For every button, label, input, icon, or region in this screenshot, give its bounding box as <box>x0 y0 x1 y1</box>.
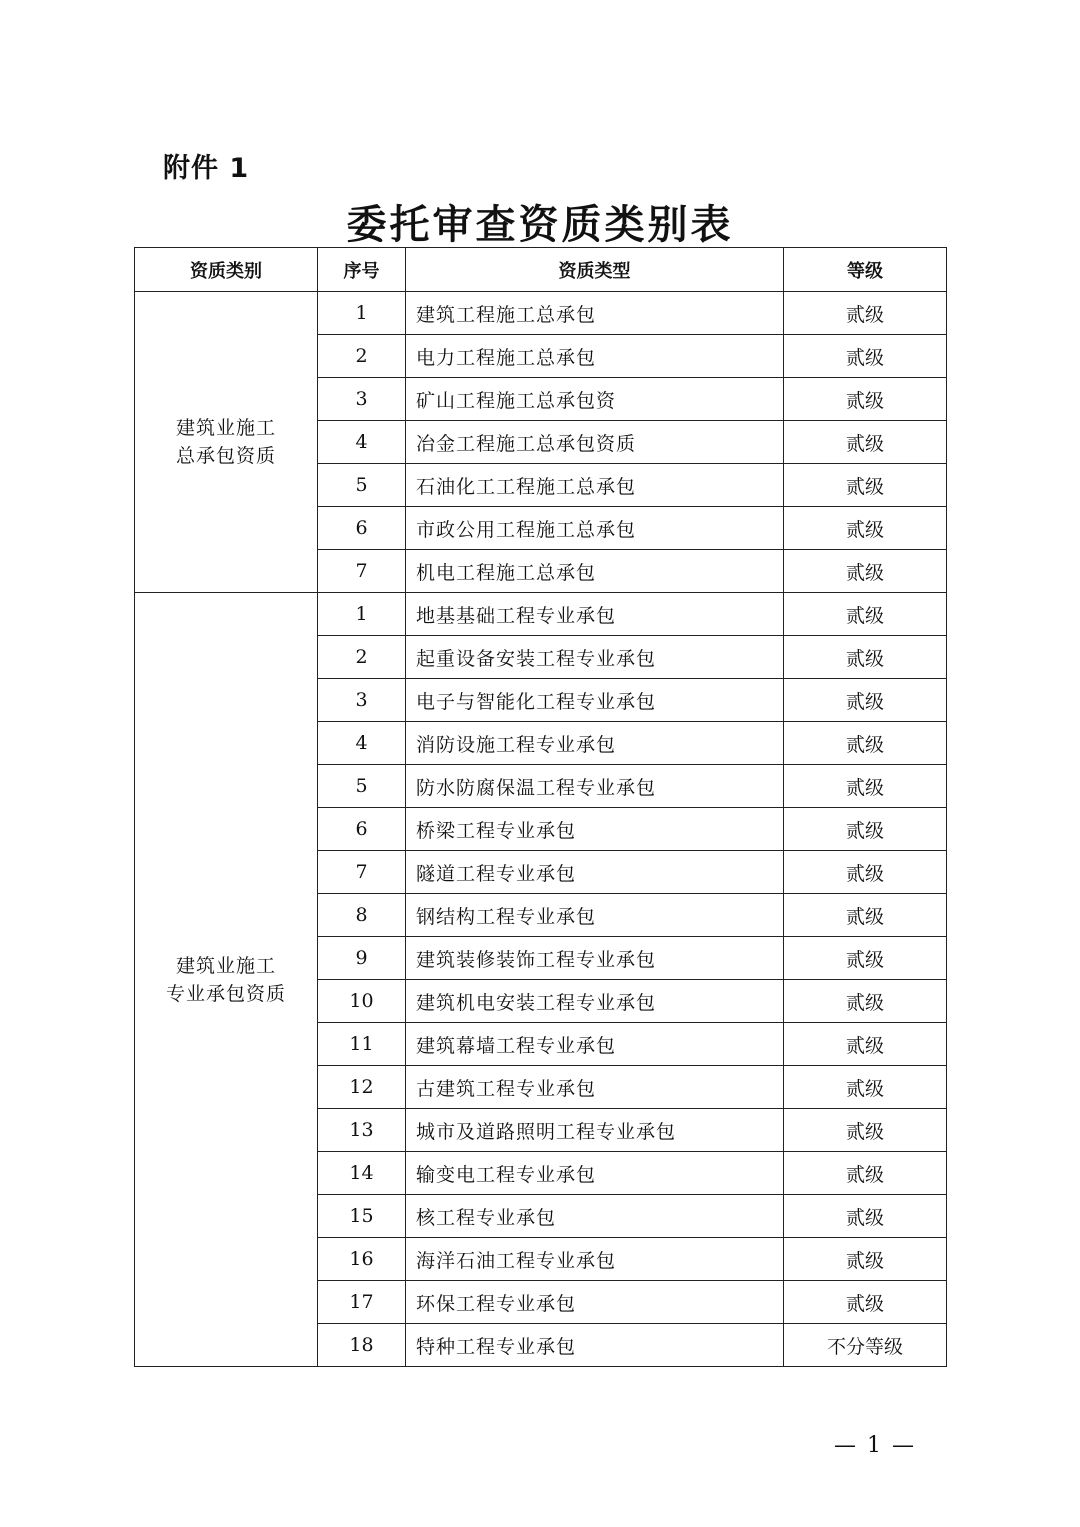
row-number: 16 <box>318 1238 406 1281</box>
qualification-grade: 贰级 <box>784 851 947 894</box>
qualification-type: 城市及道路照明工程专业承包 <box>406 1109 784 1152</box>
qualification-type: 电力工程施工总承包 <box>406 335 784 378</box>
qualification-type: 建筑工程施工总承包 <box>406 292 784 335</box>
qualification-type: 核工程专业承包 <box>406 1195 784 1238</box>
qualification-grade: 不分等级 <box>784 1324 947 1367</box>
qualification-grade: 贰级 <box>784 593 947 636</box>
qualification-grade: 贰级 <box>784 1109 947 1152</box>
qualification-table <box>134 247 947 1367</box>
qualification-type: 起重设备安装工程专业承包 <box>406 636 784 679</box>
qualification-grade: 贰级 <box>784 335 947 378</box>
row-number: 4 <box>318 722 406 765</box>
qualification-type: 防水防腐保温工程专业承包 <box>406 765 784 808</box>
qualification-grade: 贰级 <box>784 980 947 1023</box>
qualification-type: 电子与智能化工程专业承包 <box>406 679 784 722</box>
row-number: 4 <box>318 421 406 464</box>
category-line: 专业承包资质 <box>165 982 286 1005</box>
qualification-grade: 贰级 <box>784 1152 947 1195</box>
row-number: 14 <box>318 1152 406 1195</box>
qualification-grade: 贰级 <box>784 550 947 593</box>
column-header-category: 资质类别 <box>135 248 318 292</box>
row-number: 15 <box>318 1195 406 1238</box>
qualification-type: 特种工程专业承包 <box>406 1324 784 1367</box>
qualification-grade: 贰级 <box>784 1195 947 1238</box>
qualification-grade: 贰级 <box>784 421 947 464</box>
qualification-grade: 贰级 <box>784 808 947 851</box>
qualification-type: 市政公用工程施工总承包 <box>406 507 784 550</box>
qualification-type: 冶金工程施工总承包资质 <box>406 421 784 464</box>
row-number: 5 <box>318 464 406 507</box>
column-header-grade: 等级 <box>784 248 947 292</box>
qualification-grade: 贰级 <box>784 679 947 722</box>
qualification-grade: 贰级 <box>784 765 947 808</box>
attachment-label: 附件 1 <box>163 153 250 184</box>
row-number: 13 <box>318 1109 406 1152</box>
row-number: 12 <box>318 1066 406 1109</box>
qualification-grade: 贰级 <box>784 1066 947 1109</box>
qualification-grade: 贰级 <box>784 507 947 550</box>
row-number: 2 <box>318 335 406 378</box>
row-number: 3 <box>318 679 406 722</box>
row-number: 6 <box>318 808 406 851</box>
table-body <box>135 292 947 1367</box>
category-cell <box>135 593 318 1367</box>
row-number: 9 <box>318 937 406 980</box>
table-row <box>135 593 947 636</box>
row-number: 10 <box>318 980 406 1023</box>
qualification-type: 古建筑工程专业承包 <box>406 1066 784 1109</box>
qualification-type: 海洋石油工程专业承包 <box>406 1238 784 1281</box>
row-number: 6 <box>318 507 406 550</box>
qualification-type: 建筑机电安装工程专业承包 <box>406 980 784 1023</box>
row-number: 7 <box>318 851 406 894</box>
qualification-type: 输变电工程专业承包 <box>406 1152 784 1195</box>
qualification-grade: 贰级 <box>784 894 947 937</box>
column-header-number: 序号 <box>318 248 406 292</box>
row-number: 1 <box>318 292 406 335</box>
page-number-wrap <box>0 1433 1080 1458</box>
page-number: — 1 — <box>834 1433 916 1458</box>
category-line: 建筑业施工 <box>175 417 276 439</box>
qualification-grade: 贰级 <box>784 1238 947 1281</box>
qualification-type: 地基基础工程专业承包 <box>406 593 784 636</box>
qualification-type: 消防设施工程专业承包 <box>406 722 784 765</box>
category-line: 总承包资质 <box>175 445 276 467</box>
table-header-row <box>135 248 947 292</box>
row-number: 2 <box>318 636 406 679</box>
qualification-type: 机电工程施工总承包 <box>406 550 784 593</box>
page-title: 委托审查资质类别表 <box>346 201 734 248</box>
qualification-grade: 贰级 <box>784 464 947 507</box>
qualification-type: 隧道工程专业承包 <box>406 851 784 894</box>
row-number: 11 <box>318 1023 406 1066</box>
qualification-type: 桥梁工程专业承包 <box>406 808 784 851</box>
qualification-grade: 贰级 <box>784 636 947 679</box>
row-number: 8 <box>318 894 406 937</box>
qualification-type: 石油化工工程施工总承包 <box>406 464 784 507</box>
qualification-grade: 贰级 <box>784 378 947 421</box>
category-line: 建筑业施工 <box>175 954 276 977</box>
category-cell <box>135 292 318 593</box>
qualification-grade: 贰级 <box>784 1023 947 1066</box>
table-row <box>135 292 947 335</box>
qualification-grade: 贰级 <box>784 937 947 980</box>
qualification-grade: 贰级 <box>784 292 947 335</box>
row-number: 18 <box>318 1324 406 1367</box>
qualification-type: 钢结构工程专业承包 <box>406 894 784 937</box>
row-number: 7 <box>318 550 406 593</box>
qualification-type: 矿山工程施工总承包资 <box>406 378 784 421</box>
row-number: 5 <box>318 765 406 808</box>
row-number: 17 <box>318 1281 406 1324</box>
row-number: 3 <box>318 378 406 421</box>
qualification-type: 建筑幕墙工程专业承包 <box>406 1023 784 1066</box>
qualification-type: 环保工程专业承包 <box>406 1281 784 1324</box>
qualification-grade: 贰级 <box>784 722 947 765</box>
qualification-grade: 贰级 <box>784 1281 947 1324</box>
column-header-type: 资质类型 <box>406 248 784 292</box>
qualification-type: 建筑装修装饰工程专业承包 <box>406 937 784 980</box>
row-number: 1 <box>318 593 406 636</box>
